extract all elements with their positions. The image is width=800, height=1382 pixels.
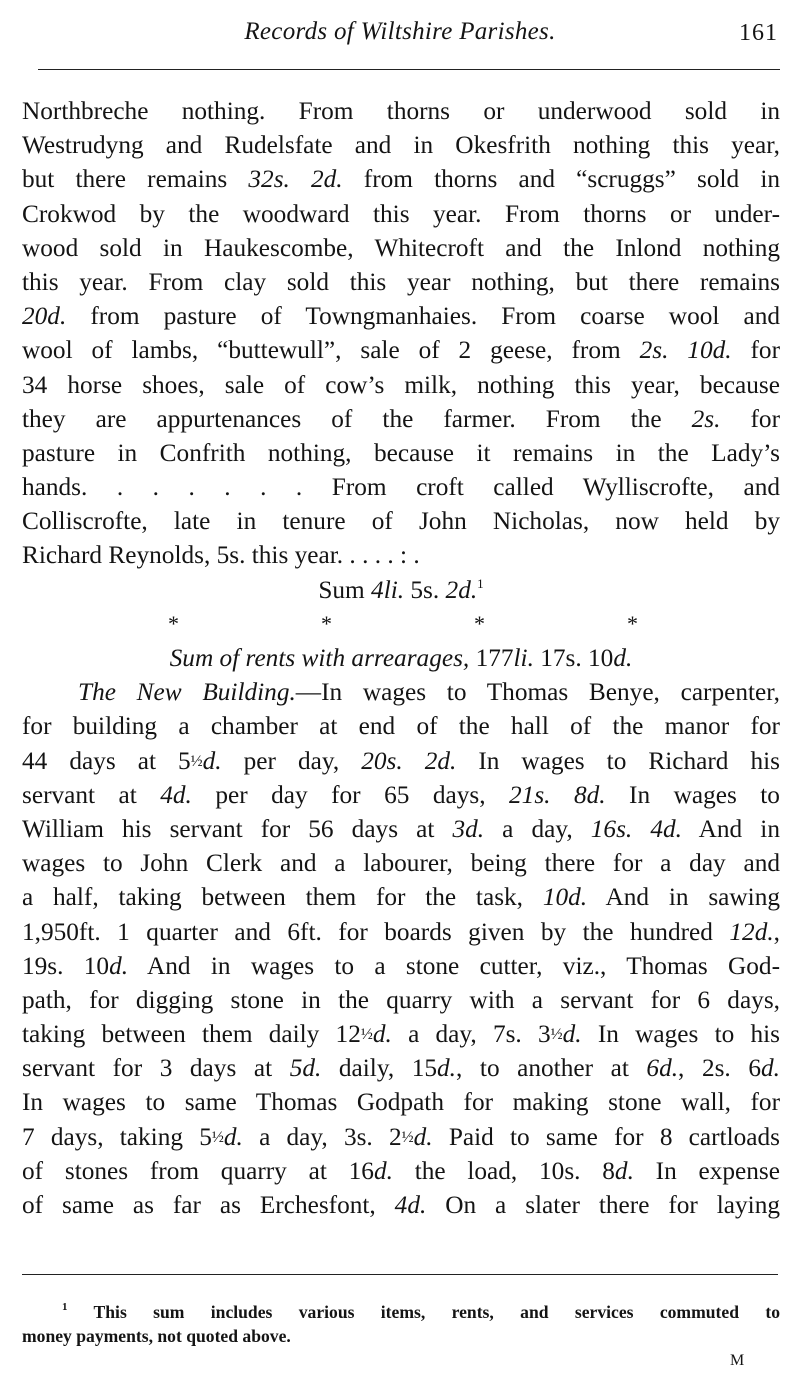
footnote-line: money payments, not quoted above. — [22, 1326, 291, 1346]
text-line: William his servant for 56 days at 3d. a day, 16s. 4d. And in — [22, 814, 780, 843]
text-line: Westrudyng and Rudelsfate and in Okesfrith nothing this year, — [22, 131, 780, 160]
text-line: servant at 4d. per day for 65 days, 21s. 8d. In wages to — [22, 780, 780, 809]
text-line: In wages to same Thomas Godpath for making stone wall, for — [22, 1088, 780, 1117]
footnote-number: 1 — [62, 1301, 68, 1313]
footnote-rule — [22, 1274, 778, 1275]
signature-mark: M — [730, 1352, 745, 1369]
text-line: of stones from quarry at 16d. the load, 10s. 8d. In expense — [22, 1156, 780, 1185]
text-line: a half, taking between them for the task, 10d. And in sawing — [22, 883, 780, 912]
running-title: Records of Wiltshire Parishes. — [244, 18, 556, 45]
text-line: hands. . . . . . . From croft called Wylliscrofte, and — [22, 473, 780, 502]
text-line: taking between them daily 12½d. a day, 7s. 3½d. In wages to his — [22, 1020, 780, 1049]
text-line: wages to John Clerk and a labourer, being there for a day and — [22, 849, 780, 878]
text-line: 7 days, taking 5½d. a day, 3s. 2½d. Paid to same for 8 cartloads — [22, 1122, 780, 1151]
text-line: Colliscrofte, late in tenure of John Nicholas, now held by — [22, 507, 780, 536]
rents-sum-line: Sum of rents with arrearages, 177li. 17s. 10d. — [169, 644, 633, 672]
text-line: 34 horse shoes, sale of cow’s milk, nothing this year, because — [22, 370, 780, 399]
text-line: 20d. from pasture of Towngmanhaies. From coarse wool and — [22, 302, 780, 331]
text-line: wool of lambs, “buttewull”, sale of 2 geese, from 2s. 10d. for — [22, 336, 780, 365]
text-line: Crokwod by the woodward this year. From thorns or under- — [22, 199, 780, 228]
footnote-marker: 1 — [477, 575, 484, 591]
section-heading: The New Building. — [78, 678, 296, 707]
main-text — [22, 94, 780, 1222]
text-line: 19s. 10d. And in wages to a stone cutter, viz., Thomas God- — [22, 951, 780, 980]
text-line: this year. From clay sold this year nothing, but there remains — [22, 267, 780, 296]
page-number: 161 — [739, 20, 778, 46]
text-line: for building a chamber at end of the hall of the manor for — [22, 712, 780, 741]
header-rule — [38, 69, 780, 70]
text-line: they are appurtenances of the farmer. From the 2s. for — [22, 404, 780, 433]
text-line: 44 days at 5½d. per day, 20s. 2d. In wages to Richard his — [22, 746, 780, 775]
text-line: Richard Reynolds, 5s. this year. . . . . : . — [22, 541, 420, 570]
text-line: path, for digging stone in the quarry with a servant for 6 days, — [22, 985, 780, 1014]
text-line: wood sold in Haukescombe, Whitecroft and the Inlond nothing — [22, 233, 780, 262]
text-line: of same as far as Erchesfont, 4d. On a slater there for laying — [22, 1191, 780, 1219]
footnote — [22, 1300, 780, 1348]
section-break-stars — [22, 607, 780, 641]
text-line: Northbreche nothing. From thorns or underwood sold in — [22, 97, 780, 125]
star-ornament: * — [474, 610, 485, 636]
text-line: pasture in Confrith nothing, because it remains in the Lady’s — [22, 438, 780, 467]
sum-line: Sum 4li. 5s. 2d.$^1$ — [318, 575, 484, 604]
text-line: but there remains 32s. 2d. from thorns and “scruggs” sold in — [22, 165, 780, 194]
section-heading-line: The New Building.—In wages to Thomas Benye, carpenter, — [78, 678, 780, 707]
footnote-line: $^1$ This sum includes various items, rents, and services commuted to — [62, 1301, 780, 1322]
text-line: servant for 3 days at 5d. daily, 15d., to another at 6d., 2s. 6d. — [22, 1054, 780, 1083]
star-ornament: * — [168, 610, 179, 636]
star-ornament: * — [627, 610, 638, 636]
page-header — [22, 18, 778, 58]
text-line: 1,950ft. 1 quarter and 6ft. for boards given by the hundred 12d., — [22, 917, 780, 946]
star-ornament: * — [321, 610, 332, 636]
